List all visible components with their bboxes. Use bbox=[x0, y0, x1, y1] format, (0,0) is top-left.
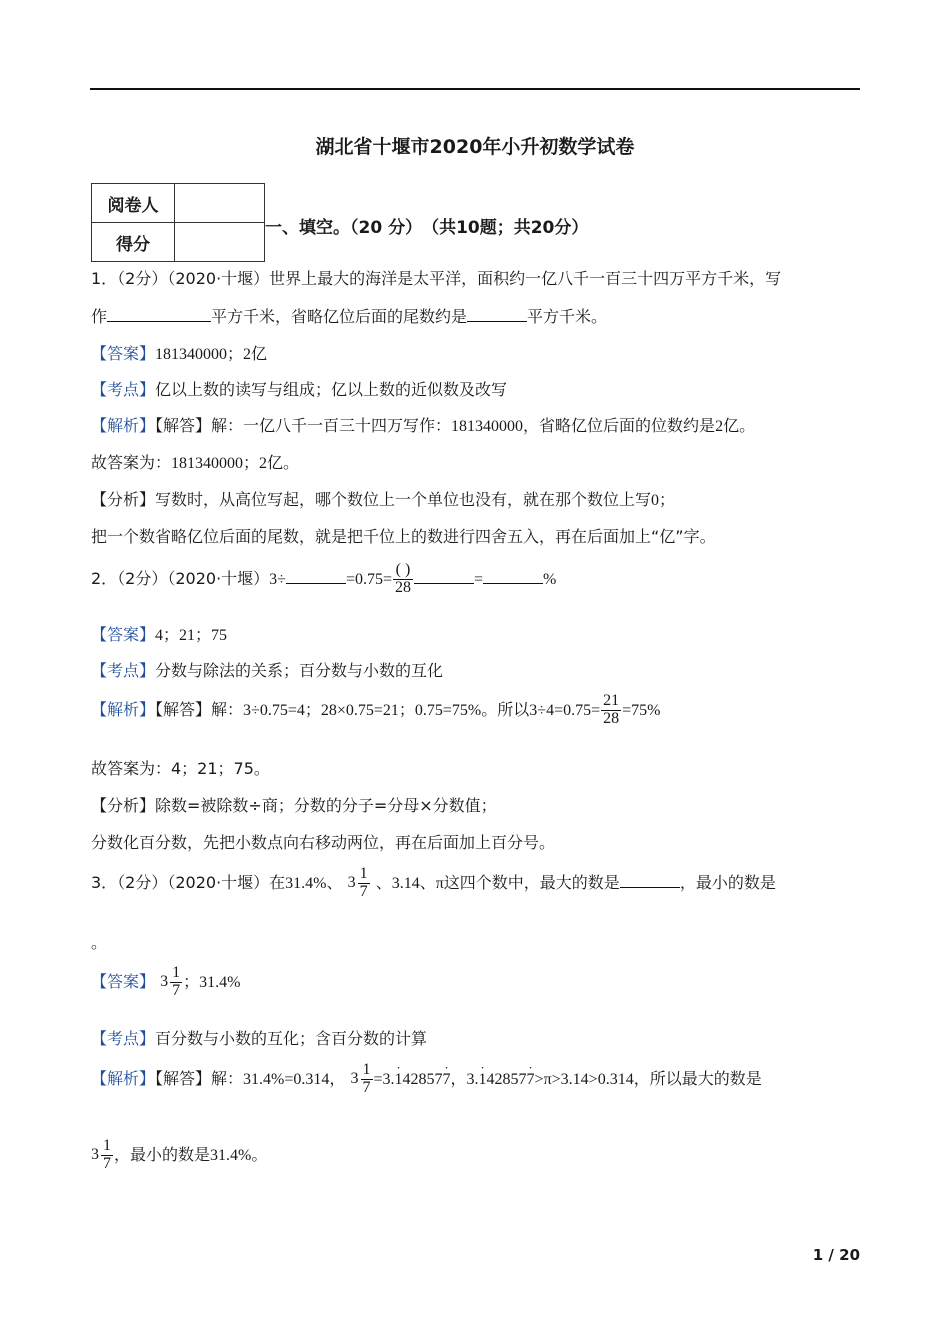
q1-fenxi-line2: 把一个数省略亿位后面的尾数，就是把千位上的数进行四舍五入，再在后面加上“亿”字。 bbox=[91, 527, 716, 546]
q3-repeat-end: · 7 bbox=[443, 1071, 451, 1089]
q3-stem: 3．（2分）（2020·十堰）在31.4%、 3 $\frac{1}{7}$ 、3.14、π这四个数中，最大的数是 ，最小的数是 bbox=[91, 865, 776, 900]
q2-analysis-fraction: $\frac{21}{28}$ bbox=[603, 692, 620, 727]
q1-analysis: 【解析】【解答】解：一亿八千一百三十四万写作：181340000，省略亿位后面的位数约是2亿。 bbox=[91, 416, 756, 435]
q1-fenxi: 【分析】写数时，从高位写起，哪个数位上一个单位也没有，就在那个数位上写0； bbox=[91, 490, 676, 509]
reviewer-label: 阅卷人 bbox=[92, 184, 175, 223]
score-table bbox=[91, 183, 265, 262]
header-rule bbox=[90, 88, 860, 90]
q3-answer: 【答案】 3 $\frac{1}{7}$ ；31.4% bbox=[91, 964, 241, 999]
q3-final-mixed: 3 $\frac{1}{7}$ bbox=[91, 1137, 111, 1172]
page-title: 湖北省十堰市2020年小升初数学试卷 bbox=[315, 136, 635, 158]
q2-point: 【考点】分数与除法的关系；百分数与小数的互化 bbox=[91, 661, 444, 680]
page-number: 1 / 20 bbox=[812, 1246, 860, 1264]
q2-stem: 2．（2分）（2020·十堰）3÷ =0.75= $\frac{( )}{28}$ = % bbox=[91, 561, 557, 596]
q3-analysis-line2: 3 $\frac{1}{7}$ ，最小的数是31.4%。 bbox=[91, 1137, 268, 1172]
q3-analysis: 【解析】【解答】解：31.4%=0.314， 3 $\frac{1}{7}$ =3.· 142857· 7，3.· 142857· 7>π>3.14>0.314，所以最大的数是 bbox=[91, 1062, 762, 1097]
q1-point: 【考点】亿以上数的读写与组成；亿以上数的近似数及改写 bbox=[91, 380, 508, 399]
q3-stem-end: 。 bbox=[91, 933, 108, 952]
section-title: 一、填空。（20 分） （共10题；共20分） bbox=[265, 218, 589, 238]
q1-blank-1 bbox=[107, 304, 211, 322]
q2-conclusion: 故答案为：4；21；75。 bbox=[91, 759, 270, 778]
q3-point: 【考点】百分数与小数的互化；含百分数的计算 bbox=[91, 1029, 428, 1048]
q3-blank-1 bbox=[620, 870, 680, 888]
reviewer-cell bbox=[175, 184, 265, 223]
q3-mixed-number: 3 $\frac{1}{7}$ bbox=[347, 865, 368, 900]
score-cell bbox=[175, 223, 265, 262]
q2-answer: 【答案】4；21；75 bbox=[91, 625, 228, 644]
q1-answer: 【答案】181340000；2亿 bbox=[91, 344, 268, 363]
q3-repeat-end-2: · 7 bbox=[527, 1071, 535, 1089]
q2-blank-3 bbox=[483, 566, 543, 584]
q2-fraction: $\frac{( )}{28}$ bbox=[395, 561, 411, 596]
q2-blank-1 bbox=[286, 566, 346, 584]
q2-fenxi: 【分析】除数=被除数÷商；分数的分子=分母×分数值； bbox=[91, 796, 497, 815]
q1-blank-2 bbox=[467, 304, 527, 322]
q3-repeat-start-2: · 1 bbox=[479, 1071, 487, 1089]
score-label: 得分 bbox=[92, 223, 175, 262]
q3-answer-mixed: 3 $\frac{1}{7}$ bbox=[160, 964, 181, 999]
q2-analysis: 【解析】【解答】解：3÷0.75=4；28×0.75=21；0.75=75%。所以3÷4=0.75= $\frac{21}{28}$ =75% bbox=[91, 692, 661, 727]
q1-stem-line2: 作 平方千米，省略亿位后面的尾数约是 平方千米。 bbox=[91, 304, 607, 327]
q2-blank-2 bbox=[414, 566, 474, 584]
q2-fenxi-line2: 分数化百分数，先把小数点向右移动两位，再在后面加上百分号。 bbox=[91, 833, 556, 852]
q1-conclusion: 故答案为：181340000；2亿。 bbox=[91, 453, 300, 472]
q1-stem: 1．（2分）（2020·十堰）世界上最大的海洋是太平洋，面积约一亿八千一百三十四万平方千米，写 bbox=[91, 269, 782, 288]
q3-analysis-mixed: 3 $\frac{1}{7}$ bbox=[350, 1061, 371, 1096]
q3-repeat-start: · 1 bbox=[395, 1071, 403, 1089]
